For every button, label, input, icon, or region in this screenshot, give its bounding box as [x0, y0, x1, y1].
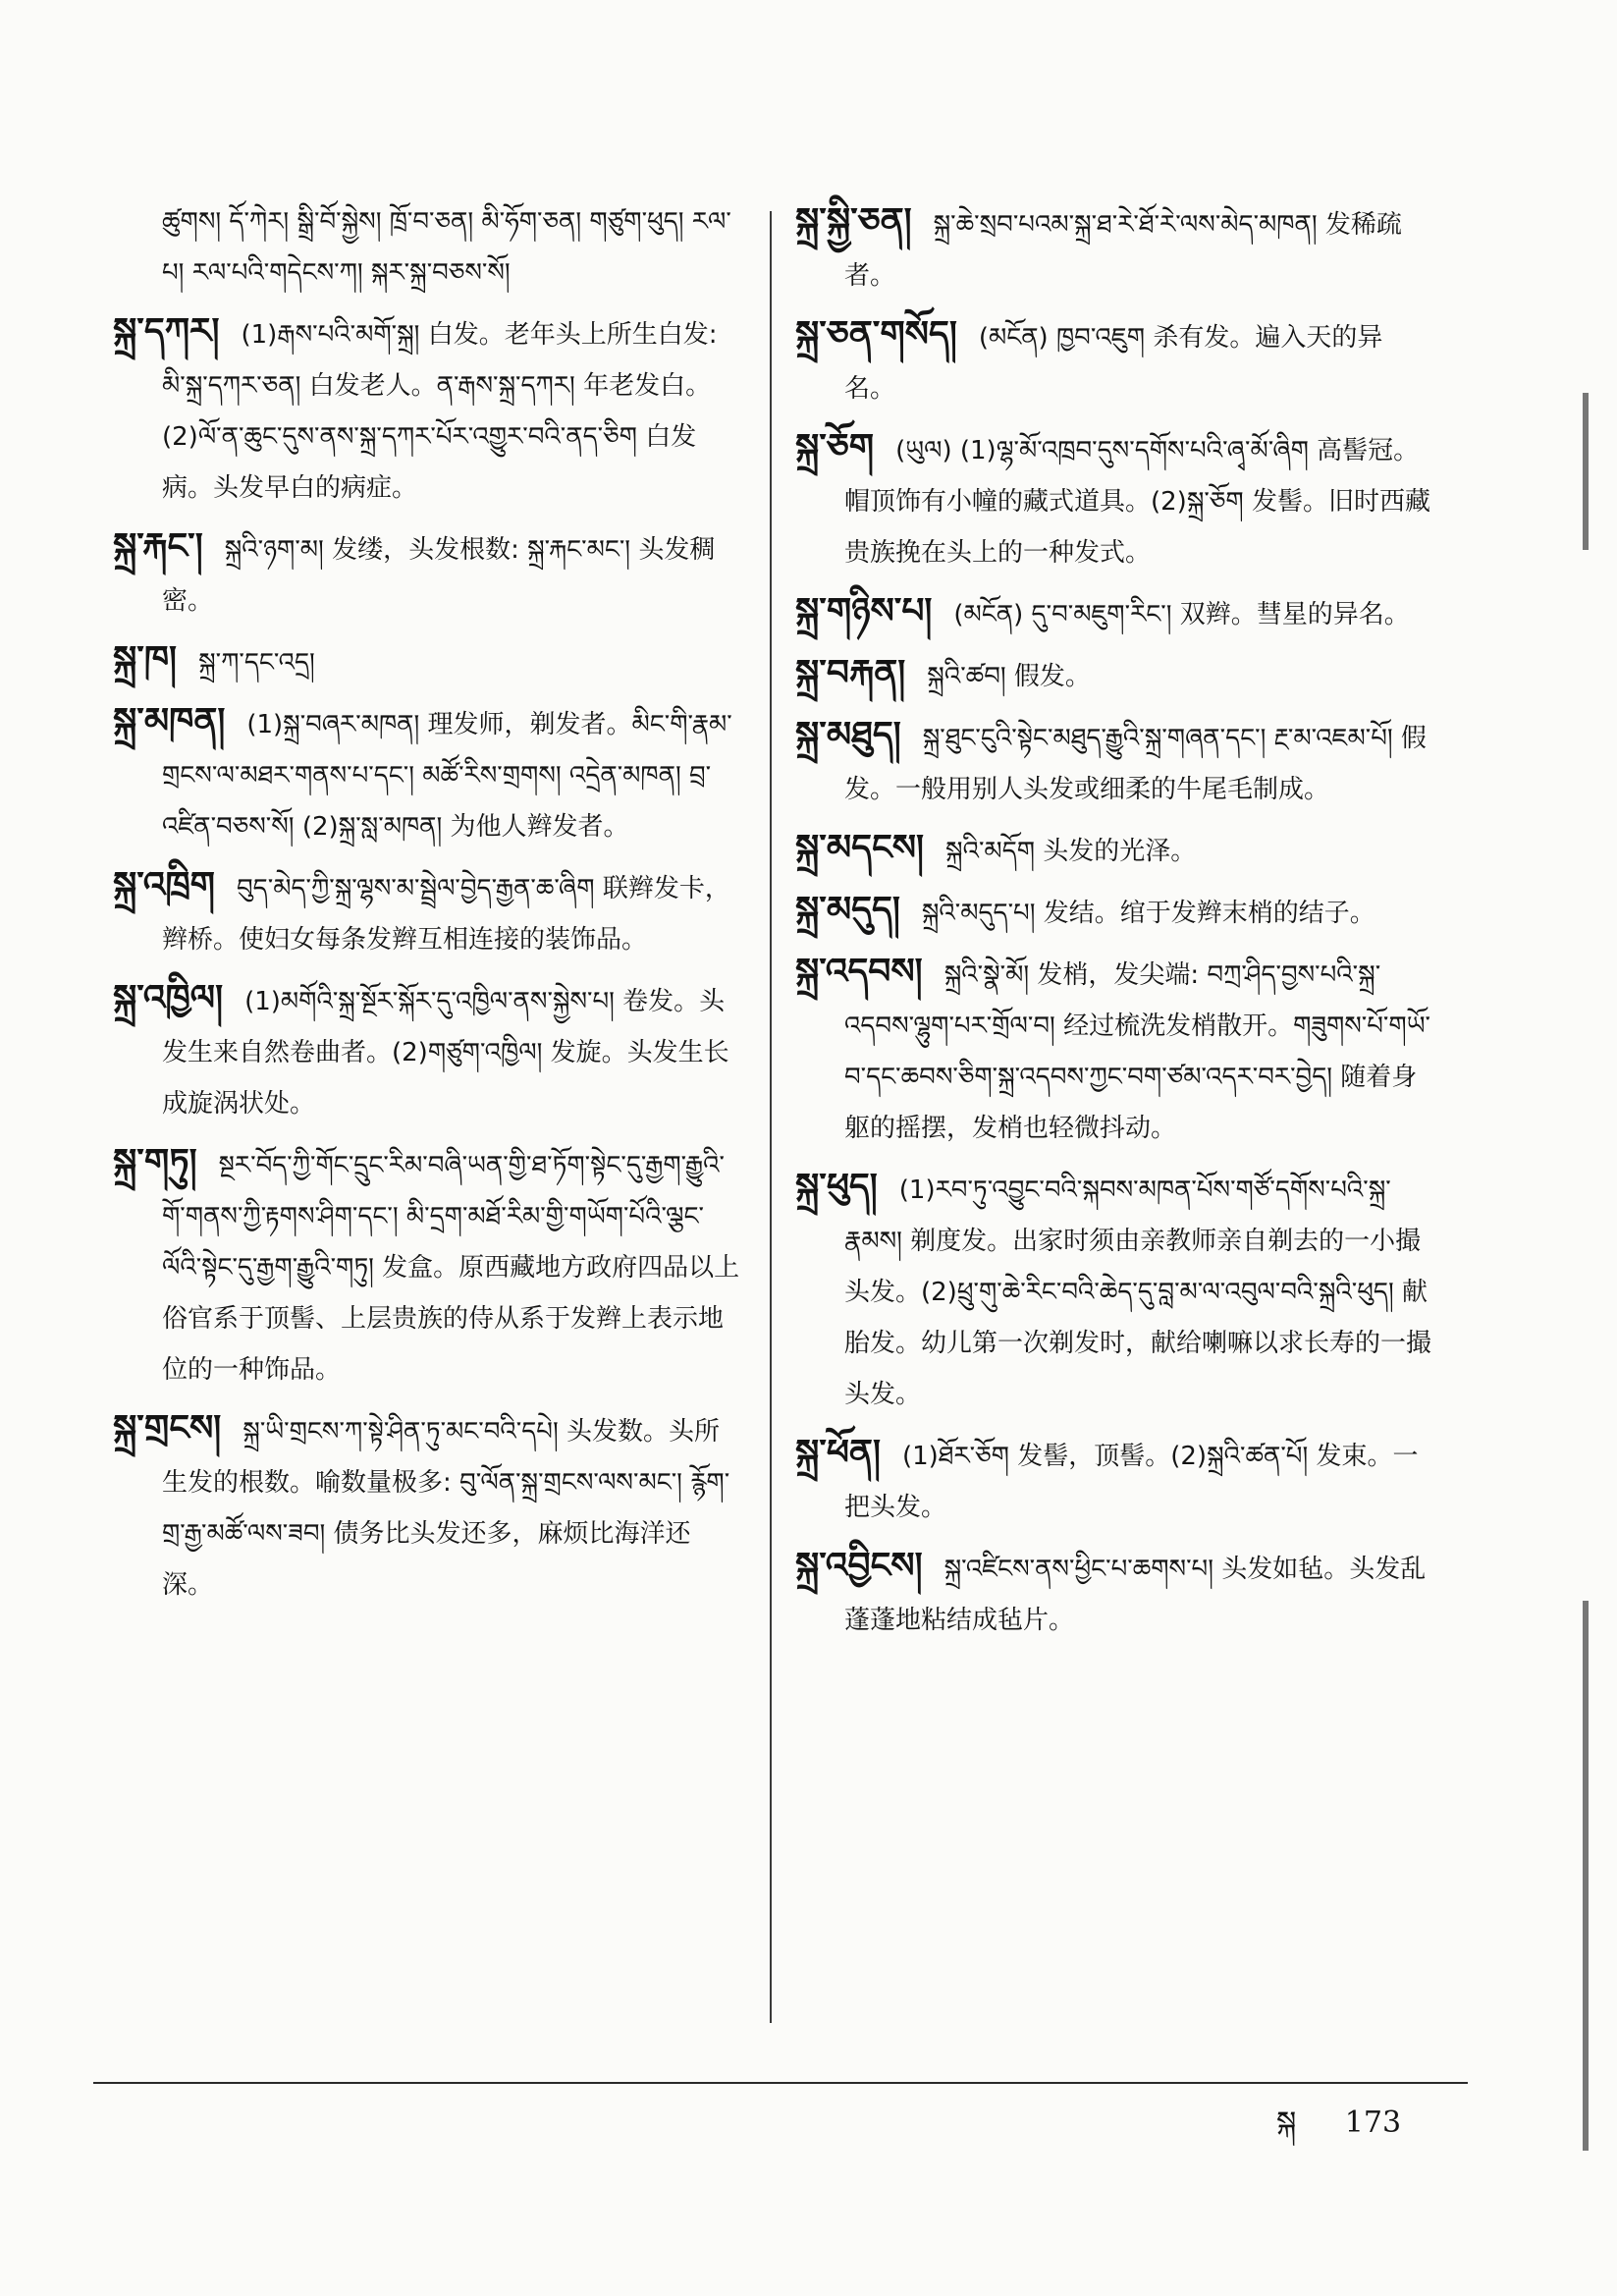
- dictionary-entry: [113, 196, 741, 299]
- entry-definition: སྐྲའི་སྣེ་མོ། 发梢，发尖端: བཀྲ་ཤིད་བྱས་པའི་སྐྲ་འདབས་ལྷུག་པར་གྲོལ་བ། 经过梳洗发梢散开。གཟུགས་པོ་གཡོ་བ་དང་ཆབས་ཅིག་སྐྲ་འདབས་ཀྱང་བག་ཙམ་འདར་བར་བྱེད། 随着身躯的摇摆，发梢也轻微抖动。: [844, 960, 1431, 1143]
- bottom-rule: [93, 2082, 1468, 2084]
- dictionary-entry: [113, 696, 741, 852]
- edge-mark: [1583, 1601, 1589, 2151]
- entry-headword: སྐྲ་མཐུད།: [795, 714, 901, 755]
- entry-headword: སྐྲ་ཅན་གསོད།: [795, 313, 957, 355]
- entry-headword: སྐྲ་མདུད།: [795, 889, 900, 930]
- entry-headword: སྐྲ་གཉིས་པ།: [795, 590, 933, 631]
- entry-headword: སྐྲ་ཕུད།: [795, 1166, 878, 1207]
- entry-headword: སྐྲ་གྲངས།: [113, 1407, 222, 1449]
- entry-definition: སྐྲ་ཐུང་ངུའི་སྟེང་མཐུད་རྒྱུའི་སྐྲ་གཞན་དང་། རྔ་མ་འཇམ་པོ། 假发。一般用别人头发或细柔的牛尾毛制成。: [844, 724, 1427, 804]
- dictionary-entry: [795, 196, 1433, 301]
- entry-headword: སྐྲ་མདངས།: [795, 827, 925, 868]
- entry-headword: སྐྲ་བརྐན།: [795, 652, 906, 693]
- entry-definition: (1)སྐྲ་བཞར་མཁན། 理发师，剃发者。མིང་གི་རྣམ་གྲངས་ལ་མཐར་གནས་པ་དང་། མཚོ་རིས་གྲགས། འདྲེན་མཁན། བྲ་འཛིན་བཅས་སོ། (2)སྐྲ་སླ་མཁན། 为他人辫发者。: [162, 710, 732, 842]
- edge-mark: [1583, 393, 1589, 550]
- dictionary-entry: [113, 521, 741, 627]
- page-number: 173: [1344, 2105, 1402, 2140]
- entry-definition: (1)མགོའི་སྐྲ་སྔོར་སྐོར་དུ་འཁྱིལ་ནས་སྐྱེས་པ། 卷发。头发生来自然卷曲者。(2)གཙུག་འཁྱིལ། 发旋。头发生长成旋涡状处。: [162, 987, 729, 1119]
- entry-definition: སྐྲའི་མདུད་པ། 发结。绾于发辫末梢的结子。: [921, 899, 1375, 928]
- dictionary-entry: [795, 823, 1433, 877]
- entry-definition: (1)རབ་ཏུ་འབྱུང་བའི་སྐབས་མཁན་པོས་གཙོ་དགོས་པའི་སྐྲ་རྣམས། 剃度发。出家时须由亲教师亲自剃去的一小撮头发。(2)ཕྲུ་གུ་ཆེ་རིང་བའི་ཆེད་དུ་བླ་མ་ལ་འབུལ་བའི་སྐྲའི་ཕུད། 献胎发。幼儿第一次剃发时，献给喇嘛以求长寿的一撮头发。: [844, 1175, 1432, 1409]
- page-footer: [1276, 2090, 1440, 2172]
- dictionary-entry: [795, 648, 1433, 702]
- entry-definition: སྔར་བོད་ཀྱི་གོང་དྲུང་རིམ་བཞི་ཡན་གྱི་ཐ་ཏོག་སྟེང་དུ་རྒྱག་རྒྱུའི་གོ་གནས་ཀྱི་རྟགས་ཤིག་དང་། མི་དྲག་མཐོ་རིམ་གྱི་གཡོག་པོའི་ལྕང་ལོའི་སྟེང་དུ་རྒྱག་རྒྱུའི་གཏུ། 发盒。原西藏地方政府四品以上俗官系于顶髻、上层贵族的侍从系于发辫上表示地位的一种饰品。: [162, 1151, 740, 1385]
- entry-headword: སྐྲ་ཁ།: [113, 638, 178, 680]
- dictionary-entry: [795, 422, 1433, 578]
- dictionary-entry: [113, 306, 741, 514]
- entry-definition: ཚུགས། དོ་ཀེར། སྒྲི་བོ་སྐྱེས། ཁྲོ་བ་ཅན། མི་ཧོག་ཅན། གཙུག་ཕུད། རལ་པ། རལ་པའི་གདེངས་ཀ། སྐར་སྐྲ་བཅས་སོ།: [162, 207, 731, 288]
- entry-definition: སྐྲའི་ཚབ། 假发。: [927, 662, 1091, 691]
- dictionary-entry: [113, 1137, 741, 1395]
- dictionary-entry: [795, 885, 1433, 939]
- entry-definition: སྐྲ་ཡི་གྲངས་ཀ་སྟེ་ཤིན་ཏུ་མང་བའི་དཔེ། 头发数。头所生发的根数。喻数量极多: བུ་ལོན་སྐྲ་གྲངས་ལས་མང་། རྙོག་གྲ་རྒྱ་མཚོ་ལས་ཟབ། 债务比头发还多，麻烦比海洋还深。: [162, 1417, 730, 1600]
- entry-headword: སྐྲ་དཀར།: [113, 310, 220, 352]
- dictionary-entry: [113, 1403, 741, 1611]
- dictionary-entry: [795, 1162, 1433, 1420]
- entry-definition: སྐྲ་ཆེ་སྲབ་པའམ་སྐྲ་ཐ་རེ་ཐོ་རེ་ལས་མེད་མཁན། 发稀疏者。: [844, 210, 1402, 291]
- entry-definition: བུད་མེད་ཀྱི་སྐྲ་ལྷས་མ་སྦྲེལ་བྱེད་རྒྱན་ཆ་ཞིག 联辫发卡，辫桥。使妇女每条发辫互相连接的装饰品。: [162, 874, 730, 955]
- entry-definition: (ཡུལ) (1)ལྷ་མོ་འཁྲབ་དུས་དགོས་པའི་ཞྭ་མོ་ཞིག 高髻冠。帽顶饰有小幢的藏式道具。(2)སྐྲ་ཅོག 发髻。旧时西藏贵族挽在头上的一种发式。: [844, 436, 1430, 568]
- dictionary-entry: [795, 947, 1433, 1154]
- dictionary-entry: [795, 1428, 1433, 1533]
- entry-definition: སྐྲ་ཀ་དང་འདྲ།: [198, 648, 315, 678]
- entry-definition: (1)ཐོར་ཅོག 发髻，顶髻。(2)སྐྲའི་ཚན་པོ། 发束。一把头发。: [844, 1442, 1419, 1522]
- entry-definition: སྐྲའི་ཉག་མ། 发缕，头发根数: སྐྲ་རྐང་མང་། 头发稠密。: [162, 535, 716, 616]
- entry-headword: སྐྲ་མཁན།: [113, 700, 226, 741]
- entry-definition: སྐྲ་འཛིངས་ནས་ཕྱིང་པ་ཆགས་པ། 头发如毡。头发乱蓬蓬地粘结成毡片。: [844, 1555, 1427, 1635]
- entry-definition: (1)རྒས་པའི་མགོ་སྐྲ། 白发。老年头上所生白发: མི་སྐྲ་དཀར་ཅན། 白发老人。ན་རྒས་སྐྲ་དཀར། 年老发白。(2)ལོ་ན་ཆུང་དུས་ནས་སྐྲ་དཀར་པོར་འགྱུར་བའི་ནད་ཅིག 白发病。头发早白的病症。: [162, 320, 718, 503]
- dictionary-entry: [795, 309, 1433, 414]
- dictionary-entry: [795, 1541, 1433, 1646]
- right-column: [795, 196, 1433, 1654]
- footer-letter: སྐ: [1276, 2105, 1297, 2140]
- entry-headword: སྐྲ་འདབས།: [795, 951, 923, 992]
- entry-headword: སྐྲ་ཅོག: [795, 426, 875, 467]
- entry-headword: སྐྲ་ཕོན།: [795, 1432, 881, 1473]
- dictionary-entry: [795, 586, 1433, 640]
- entry-headword: སྐྲ་རྐང་།: [113, 525, 203, 567]
- dictionary-entry: [113, 634, 741, 688]
- entry-headword: སྐྲ་འབྱིངས།: [795, 1545, 923, 1586]
- entry-headword: སྐྲ་གཏུ།: [113, 1141, 197, 1182]
- entry-headword: སྐྲ་སྐྱི་ཅན།: [795, 200, 912, 242]
- entry-definition: (མངོན) ཁྱབ་འཇུག 杀有发。遍入天的异名。: [844, 323, 1383, 404]
- column-divider: [770, 211, 772, 2023]
- entry-headword: སྐྲ་འཁྲིག: [113, 864, 216, 905]
- entry-headword: སྐྲ་འཁྱིལ།: [113, 977, 224, 1018]
- left-column: [113, 196, 741, 1618]
- dictionary-entry: [113, 973, 741, 1129]
- entry-definition: སྐྲའི་མདོག 头发的光泽。: [945, 837, 1197, 866]
- dictionary-entry: [795, 710, 1433, 815]
- dictionary-entry: [113, 860, 741, 965]
- entry-definition: (མངོན) དུ་བ་མཇུག་རིང་། 双辫。彗星的异名。: [953, 600, 1410, 629]
